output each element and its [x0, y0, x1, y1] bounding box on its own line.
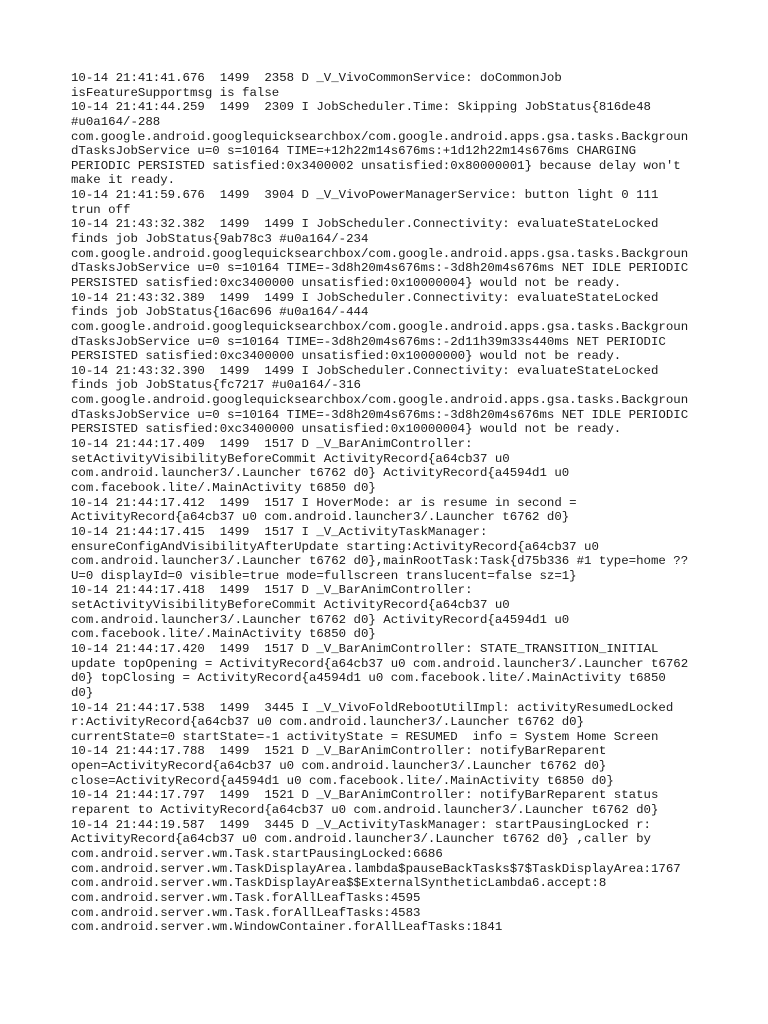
log-line: 10-14 21:44:19.587 1499 3445 D _V_ActivityTaskManager: startPausingLocked r: — [71, 817, 651, 832]
log-line: r:ActivityRecord{a64cb37 u0 com.android.launcher3/.Launcher t6762 d0} — [71, 715, 585, 730]
log-line: com.android.launcher3/.Launcher t6762 d0} ActivityRecord{a4594d1 u0 — [71, 612, 570, 627]
log-line: dTasksJobService u=0 s=10164 TIME=-3d8h20m4s676ms:-2d11h39m33s440ms NET PERIODIC — [71, 334, 666, 349]
log-line: 10-14 21:44:17.412 1499 1517 I HoverMode: ar is resume in second = — [71, 495, 577, 510]
log-line: finds job JobStatus{9ab78c3 #u0a164/-234 — [71, 232, 369, 247]
log-line: com.google.android.googlequicksearchbox/com.google.android.apps.gsa.tasks.Backgroun — [71, 393, 689, 408]
log-line: com.android.server.wm.Task.forAllLeafTasks:4595 — [71, 890, 421, 905]
log-line: com.android.server.wm.TaskDisplayArea$$ExternalSyntheticLambda6.accept:8 — [71, 876, 607, 891]
log-line: com.google.android.googlequicksearchbox/com.google.android.apps.gsa.tasks.Backgroun — [71, 246, 689, 261]
log-line: U=0 displayId=0 visible=true mode=fullscreen translucent=false sz=1} — [71, 568, 577, 583]
log-line: d0} — [71, 685, 94, 700]
log-line: update topOpening = ActivityRecord{a64cb37 u0 com.android.launcher3/.Launcher t6762 — [71, 656, 689, 671]
log-line: 10-14 21:44:17.538 1499 3445 I _V_VivoFoldRebootUtilImpl: activityResumedLocked — [71, 700, 674, 715]
log-line: PERSISTED satisfied:0xc3400000 unsatisfied:0x10000004} would not be ready. — [71, 275, 622, 290]
log-line: d0} topClosing = ActivityRecord{a4594d1 u0 com.facebook.lite/.MainActivity t6850 — [71, 671, 666, 686]
log-document — [71, 71, 711, 935]
log-line: 10-14 21:44:17.409 1499 1517 D _V_BarAnimController: — [71, 437, 473, 452]
log-line: dTasksJobService u=0 s=10164 TIME=-3d8h20m4s676ms:-3d8h20m4s676ms NET IDLE PERIODIC — [71, 407, 689, 422]
log-line: 10-14 21:41:59.676 1499 3904 D _V_VivoPowerManagerService: button light 0 111 — [71, 188, 659, 203]
log-line: 10-14 21:44:17.788 1499 1521 D _V_BarAnimController: notifyBarReparent — [71, 744, 607, 759]
log-line: 10-14 21:43:32.389 1499 1499 I JobScheduler.Connectivity: evaluateStateLocked — [71, 290, 659, 305]
log-line: open=ActivityRecord{a64cb37 u0 com.android.launcher3/.Launcher t6762 d0} — [71, 759, 607, 774]
log-line: 10-14 21:41:44.259 1499 2309 I JobScheduler.Time: Skipping JobStatus{816de48 — [71, 100, 651, 115]
log-line: dTasksJobService u=0 s=10164 TIME=+12h22m14s676ms:+1d12h22m14s676ms CHARGING — [71, 144, 637, 159]
log-line: 10-14 21:44:17.797 1499 1521 D _V_BarAnimController: notifyBarReparent status — [71, 788, 659, 803]
log-line: 10-14 21:44:17.415 1499 1517 I _V_ActivityTaskManager: — [71, 524, 488, 539]
log-line: com.android.server.wm.Task.forAllLeafTasks:4583 — [71, 905, 421, 920]
log-line: #u0a164/-288 — [71, 114, 161, 129]
log-line: trun off — [71, 202, 131, 217]
log-line: com.google.android.googlequicksearchbox/com.google.android.apps.gsa.tasks.Backgroun — [71, 319, 689, 334]
log-line: PERIODIC PERSISTED satisfied:0x3400002 unsatisfied:0x80000001} because delay won't — [71, 158, 681, 173]
log-line: close=ActivityRecord{a4594d1 u0 com.facebook.lite/.MainActivity t6850 d0} — [71, 773, 614, 788]
log-line: reparent to ActivityRecord{a64cb37 u0 com.android.launcher3/.Launcher t6762 d0} — [71, 803, 659, 818]
log-line: PERSISTED satisfied:0xc3400000 unsatisfied:0x10000000} would not be ready. — [71, 349, 622, 364]
log-line: com.android.server.wm.WindowContainer.forAllLeafTasks:1841 — [71, 920, 503, 935]
log-line: ActivityRecord{a64cb37 u0 com.android.launcher3/.Launcher t6762 d0} — [71, 510, 570, 525]
log-line: 10-14 21:44:17.420 1499 1517 D _V_BarAnimController: STATE_TRANSITION_INITIAL — [71, 641, 659, 656]
log-line: finds job JobStatus{fc7217 #u0a164/-316 — [71, 378, 361, 393]
log-line: com.android.server.wm.Task.startPausingLocked:6686 — [71, 846, 443, 861]
log-line: com.facebook.lite/.MainActivity t6850 d0} — [71, 480, 376, 495]
log-line: ensureConfigAndVisibilityAfterUpdate starting:ActivityRecord{a64cb37 u0 — [71, 539, 599, 554]
log-line: PERSISTED satisfied:0xc3400000 unsatisfied:0x10000004} would not be ready. — [71, 422, 622, 437]
log-line: com.google.android.googlequicksearchbox/com.google.android.apps.gsa.tasks.Backgroun — [71, 129, 689, 144]
log-line: setActivityVisibilityBeforeCommit ActivityRecord{a64cb37 u0 — [71, 598, 510, 613]
log-line: 10-14 21:43:32.390 1499 1499 I JobScheduler.Connectivity: evaluateStateLocked — [71, 363, 659, 378]
log-line: 10-14 21:41:41.676 1499 2358 D _V_VivoCommonService: doCommonJob — [71, 71, 562, 85]
log-line: 10-14 21:44:17.418 1499 1517 D _V_BarAnimController: — [71, 583, 473, 598]
log-line: com.android.server.wm.TaskDisplayArea.lambda$pauseBackTasks$7$TaskDisplayArea:1767 — [71, 861, 681, 876]
log-line: make it ready. — [71, 173, 176, 188]
log-line: setActivityVisibilityBeforeCommit ActivityRecord{a64cb37 u0 — [71, 451, 510, 466]
log-line: currentState=0 startState=-1 activityState = RESUMED info = System Home Screen — [71, 729, 659, 744]
log-line: com.android.launcher3/.Launcher t6762 d0} ActivityRecord{a4594d1 u0 — [71, 466, 570, 481]
log-line: isFeatureSupportmsg is false — [71, 85, 280, 100]
log-line: ActivityRecord{a64cb37 u0 com.android.launcher3/.Launcher t6762 d0} ,caller by — [71, 832, 651, 847]
log-line: dTasksJobService u=0 s=10164 TIME=-3d8h20m4s676ms:-3d8h20m4s676ms NET IDLE PERIODIC — [71, 261, 689, 276]
log-line: com.facebook.lite/.MainActivity t6850 d0} — [71, 627, 376, 642]
log-line: finds job JobStatus{16ac696 #u0a164/-444 — [71, 305, 369, 320]
log-line: com.android.launcher3/.Launcher t6762 d0},mainRootTask:Task{d75b336 #1 type=home ?? — [71, 554, 689, 569]
log-line: 10-14 21:43:32.382 1499 1499 I JobScheduler.Connectivity: evaluateStateLocked — [71, 217, 659, 232]
